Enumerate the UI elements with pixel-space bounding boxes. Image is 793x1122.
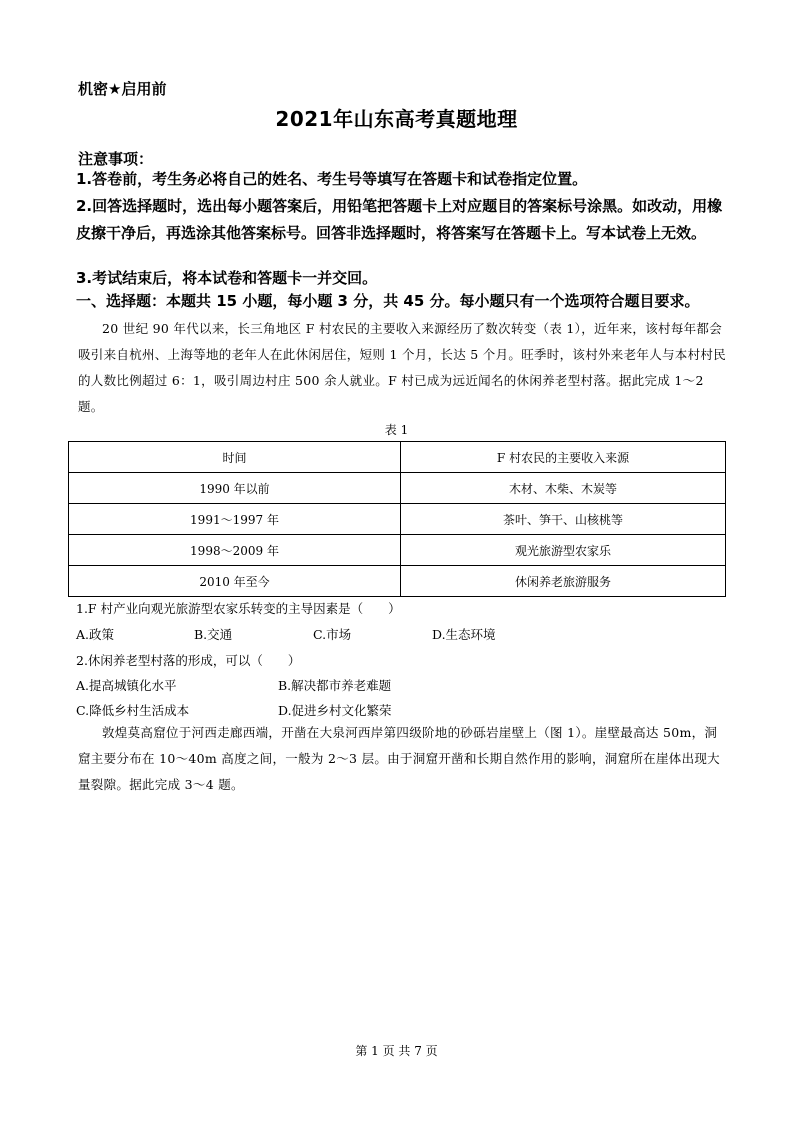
table-row [69,535,726,566]
passage-1: 20 世纪 90 年代以来，长三角地区 F 村农民的主要收入来源经历了数次转变（表 1），近年来，该村每年都会吸引来自杭州、上海等地的老年人在此休闲居住，短则 1 个月，长达 5 个月。旺季时，该村外来老年人与本村村民的人数比例超过 6：1，吸引周边村庄 500 余人就业。F 村已成为远近闻名的休闲养老型村落。据此完成 1～2 题。 [78,321,727,414]
table-row [69,566,726,597]
table-cell: 1991～1997 年 [69,504,401,535]
notice-item-1: 1.答卷前，考生务必将自己的姓名、考生号等填写在答题卡和试卷指定位置。 [76,170,588,188]
q1-option-a: A.政策 [76,627,115,642]
notice-item-2: 2.回答选择题时，选出每小题答案后，用铅笔把答题卡上对应题目的答案标号涂黑。如改动，用橡皮擦干净后，再选涂其他答案标号。回答非选择题时，将答案写在答题卡上。写本试卷上无效。 [76,197,723,242]
table-cell: 休闲养老旅游服务 [401,566,726,597]
q2-option-a: A.提高城镇化水平 [76,678,177,693]
table-row [69,473,726,504]
income-table [68,441,726,597]
question-1-stem: 1.F 村产业向观光旅游型农家乐转变的主导因素是（ ） [76,601,401,616]
table-header-row [69,442,726,473]
table-cell: 茶叶、笋干、山核桃等 [401,504,726,535]
table-cell: 木材、木柴、木炭等 [401,473,726,504]
table-cell: 1990 年以前 [69,473,401,504]
q2-option-b: B.解决都市养老难题 [278,678,392,693]
section-heading: 一、选择题：本题共 15 小题，每小题 3 分，共 45 分。每小题只有一个选项符合题目要求。 [76,292,700,310]
question-2-stem: 2.休闲养老型村落的形成，可以（ ） [76,653,301,668]
table-cell: 1998～2009 年 [69,535,401,566]
q1-option-b: B.交通 [194,627,233,642]
q1-option-d: D.生态环境 [432,627,496,642]
passage-2: 敦煌莫高窟位于河西走廊西端，开凿在大泉河西岸第四级阶地的砂砾岩崖壁上（图 1）。崖壁最高达 50m，洞窟主要分布在 10～40m 高度之间，一般为 2～3 层。由于洞窟开凿和长期自然作用的影响，洞窟所在崖体出现大量裂隙。据此完成 3～4 题。 [78,725,720,792]
table-row [69,504,726,535]
q1-option-c: C.市场 [313,627,352,642]
table-cell: 2010 年至今 [69,566,401,597]
q2-option-d: D.促进乡村文化繁荣 [278,703,392,718]
q2-option-c: C.降低乡村生活成本 [76,703,190,718]
notice-heading: 注意事项： [78,150,154,168]
confidential-mark: 机密★启用前 [78,80,167,98]
page-number: 第 1 页 共 7 页 [355,1044,438,1058]
table-header-cell: 时间 [69,442,401,473]
notice-item-3: 3.考试结束后，将本试卷和答题卡一并交回。 [76,269,378,287]
page-title: 2021年山东高考真题地理 [275,107,518,131]
table-caption: 表 1 [384,423,409,437]
table-header-cell: F 村农民的主要收入来源 [401,442,726,473]
table-cell: 观光旅游型农家乐 [401,535,726,566]
